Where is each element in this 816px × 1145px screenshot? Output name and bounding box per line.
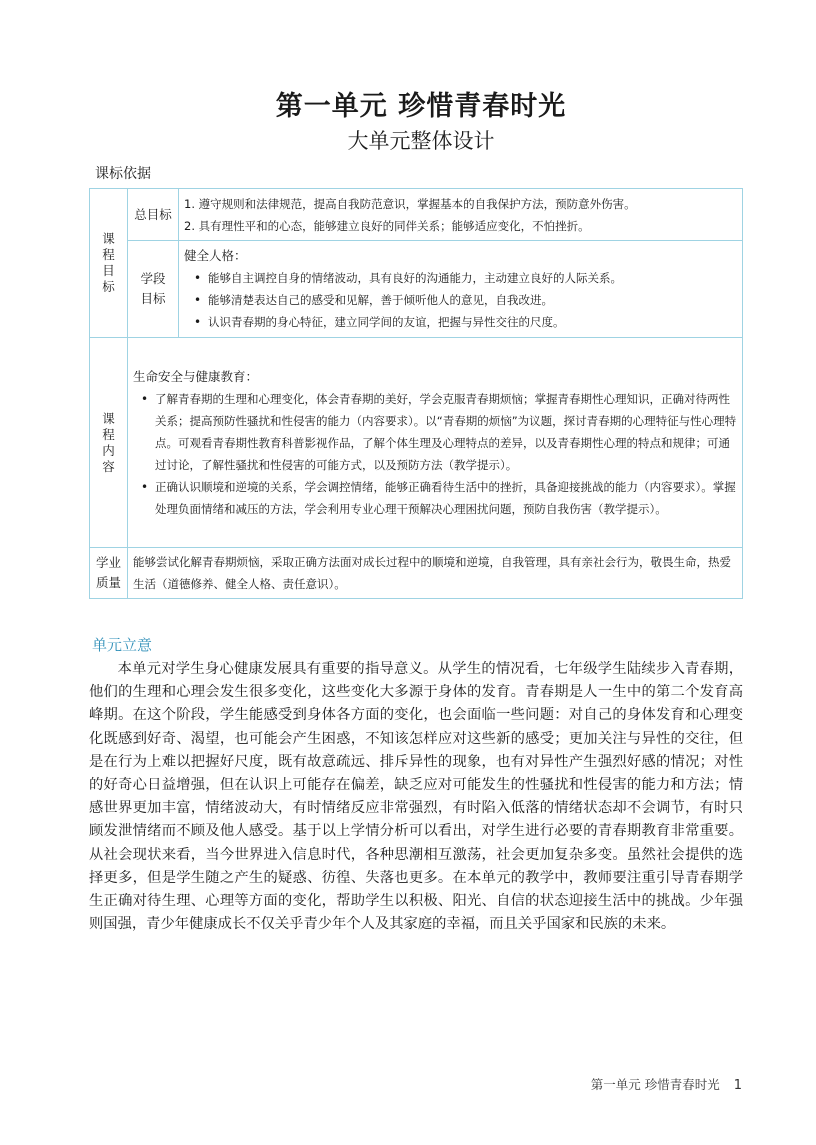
list-item: • 了解青春期的生理和心理变化，体会青春期的美好，学会克服青春期烦恼；掌握青春期性心理知识，正确对待两性关系；提高预防性骚扰和性侵害的能力（内容要求）。以“青春期的烦恼”为议题，探讨青春期的心理特征与性心理特点。可观看青春期性教育科普影视作品，了解个体生理及心理特点的差异，以及青春期性心理的特点和规律；可通过讨论，了解性骚扰和性侵害的可能方式，以及预防方法（教学提示）。 xyxy=(133,388,738,476)
overall-goal-content xyxy=(179,189,743,241)
course-content-heading: 生命安全与健康教育： xyxy=(133,368,259,384)
footer-unit-title: 第一单元 珍惜青春时光 xyxy=(590,1077,720,1092)
stage-goal-list xyxy=(184,267,738,333)
section-label-basis: 课标依据 xyxy=(95,166,151,182)
row-label-course-goals: 课 程 目 标 xyxy=(90,189,128,338)
list-item: • 正确认识顺境和逆境的关系，学会调控情绪，能够正确看待生活中的挫折，具备迎接挑战的能力（内容要求）。掌握处理负面情绪和减压的方法，学会利用专业心理干预解决心理困扰问题，预防自我伤害（教学提示）。 xyxy=(133,476,738,520)
list-item: • 能够自主调控自身的情绪波动，具有良好的沟通能力，主动建立良好的人际关系。 xyxy=(184,267,738,289)
section-label-unit-intent: 单元立意 xyxy=(92,636,153,654)
table-row xyxy=(90,338,743,548)
stage-goal-label: 学段 目标 xyxy=(128,241,179,338)
overall-goal-label: 总目标 xyxy=(128,189,179,241)
course-content-list xyxy=(133,388,738,520)
academic-quality-content: 能够尝试化解青春期烦恼，采取正确方法面对成长过程中的顺境和逆境，自我管理，具有亲社会行为，敬畏生命，热爱生活（道德修养、健全人格、责任意识）。 xyxy=(128,548,743,599)
table-row xyxy=(90,189,743,241)
table-row xyxy=(90,548,743,599)
list-item: • 能够清楚表达自己的感受和见解，善于倾听他人的意见，自我改进。 xyxy=(184,289,738,311)
stage-goal-heading: 健全人格： xyxy=(184,248,247,263)
overall-goal-item: 2. 具有理性平和的心态，能够建立良好的同伴关系；能够适应变化，不怕挫折。 xyxy=(184,218,590,233)
page-subtitle: 大单元整体设计 xyxy=(347,129,495,153)
row-label-course-content: 课 程 内 容 xyxy=(90,338,128,548)
list-item: • 认识青春期的身心特征，建立同学间的友谊，把握与异性交往的尺度。 xyxy=(184,311,738,333)
stage-goal-content xyxy=(179,241,743,338)
page-footer xyxy=(591,1075,742,1093)
table-row xyxy=(90,241,743,338)
page-number: 1 xyxy=(733,1078,742,1093)
course-content-cell xyxy=(128,338,743,548)
curriculum-standards-table xyxy=(89,188,743,599)
overall-goal-item: 1. 遵守规则和法律规范，提高自我防范意识，掌握基本的自我保护方法，预防意外伤害。 xyxy=(184,196,636,211)
row-label-academic-quality: 学业 质量 xyxy=(90,548,128,599)
unit-intent-paragraph: 本单元对学生身心健康发展具有重要的指导意义。从学生的情况看，七年级学生陆续步入青春期，他们的生理和心理会发生很多变化，这些变化大多源于身体的发育。青春期是人一生中的第二个发育高峰期。在这个阶段，学生能感受到身体各方面的变化，也会面临一些问题：对自己的身体发育和心理变化既感到好奇、渴望，也可能会产生困惑，不知该怎样应对这些新的感受；更加关注与异性的交往，但是在行为上难以把握好尺度，既有故意疏远、排斥异性的现象，也有对异性产生强烈好感的情况；对性的好奇心日益增强，但在认识上可能存在偏差，缺乏应对可能发生的性骚扰和性侵害的能力和方法；情感世界更加丰富，情绪波动大，有时情绪反应非常强烈，有时陷入低落的情绪状态却不会调节，有时只顾发泄情绪而不顾及他人感受。基于以上学情分析可以看出，对学生进行必要的青春期教育非常重要。从社会现状来看，当今世界进入信息时代，各种思潮相互激荡，社会更加复杂多变。虽然社会提供的选择更多，但是学生随之产生的疑惑、彷徨、失落也更多。在本单元的教学中，教师要注重引导青春期学生正确对待生理、心理等方面的变化，帮助学生以积极、阳光、自信的状态迎接生活中的挑战。少年强则国强，青少年健康成长不仅关乎青少年个人及其家庭的幸福，而且关乎国家和民族的未来。 xyxy=(89,661,743,933)
page-title: 第一单元 珍惜青春时光 xyxy=(275,91,567,122)
